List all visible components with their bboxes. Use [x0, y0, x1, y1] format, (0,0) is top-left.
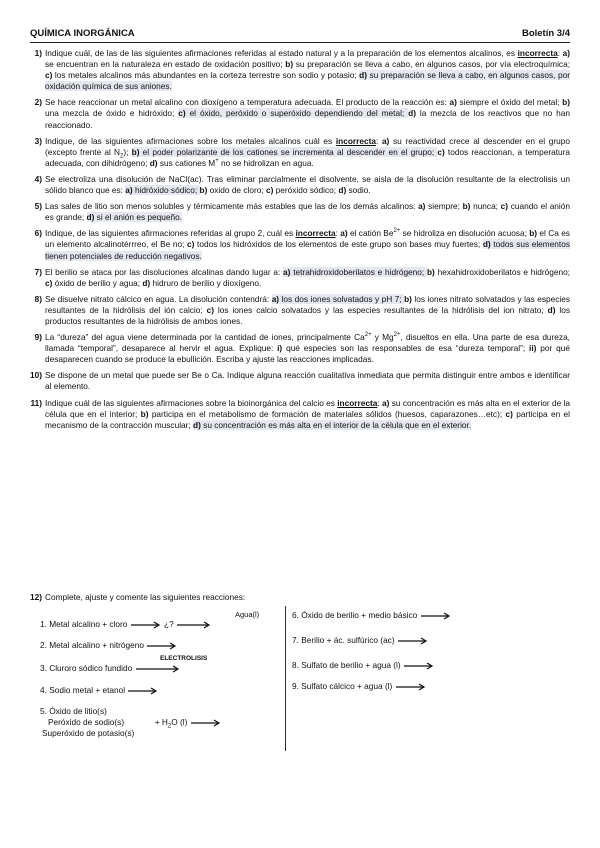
highlighted-answer — [132, 147, 438, 157]
question-text — [45, 267, 570, 289]
question-text — [45, 48, 570, 92]
question-number: 3) — [34, 135, 42, 146]
reactants: 6. Óxido de berilio + medio básico — [292, 610, 418, 620]
question-12-title-row — [30, 592, 570, 603]
reactants: 7. Berilio + ác. sulfúrico (ac) — [292, 635, 395, 645]
course-title: QUÍMICA INORGÁNICA — [30, 28, 135, 39]
reaction-arrow-icon — [395, 683, 427, 691]
question-number: 6) — [34, 228, 42, 239]
question-1 — [30, 48, 570, 92]
highlighted-answer — [178, 108, 408, 118]
option-text: participa en el metabolismo de formación de materiales sólidos (huesos, caparazones…etc); — [148, 408, 506, 419]
reaction-2 — [40, 640, 178, 651]
option-text: todos sus elementos tienen potenciales de reducción negativos. — [45, 239, 570, 261]
option-text: su concentración es más alta en el exterior de la célula que en el interior; — [45, 397, 570, 419]
text: Indique cuál de las siguientes afirmaciones sobre la bioinorgánica del calcio es — [45, 397, 338, 408]
option-text: tetrahidroxidoberilatos e hidrógeno; — [290, 266, 427, 277]
text: Las sales de litio son menos solubles y térmicamente más estables que las de los demás alcalinos: — [45, 201, 419, 212]
question-text — [45, 136, 570, 169]
question-number: 8) — [34, 293, 42, 304]
option-text: su preparación se lleva a cabo, en algunos casos, por oxidación química de sus aniones. — [45, 70, 570, 92]
superscript: 2+ — [393, 228, 401, 235]
option-text: sus cationes M — [157, 157, 216, 168]
question-text: Complete, ajuste y comente las siguientes reacciones: — [45, 592, 246, 602]
condition-label: Agua(l) — [235, 610, 260, 619]
reaction-9 — [292, 681, 427, 692]
question-number: 2) — [34, 97, 42, 108]
reactants: 4. Sodio metal + etanol — [40, 685, 126, 695]
reaction-5 — [40, 706, 222, 739]
page-header — [30, 28, 570, 43]
option-text: su preparación se lleva a cabo, en algunos casos, por vía electroquímica; — [293, 59, 571, 70]
superscript: + — [215, 158, 219, 165]
option-letter: d) — [193, 419, 201, 430]
text: : — [335, 228, 341, 239]
text: y Mg — [371, 332, 394, 343]
highlighted-answer — [125, 185, 199, 195]
reaction-arrow-icon — [403, 662, 435, 670]
reagent: + H — [154, 717, 168, 727]
question-text — [45, 201, 570, 223]
reaction-3 — [40, 663, 181, 674]
option-text: los productos resultantes de la hidrólisis de ambos iones. — [45, 304, 570, 326]
highlighted-answer — [283, 267, 427, 277]
option-letter: d) — [408, 108, 416, 119]
question-text — [45, 174, 570, 196]
option-letter: b) — [562, 97, 570, 108]
option-text: oxido de cloro; — [207, 185, 266, 196]
superscript: 2+ — [364, 332, 372, 339]
option-text: siempre el óxido del metal; — [456, 97, 563, 108]
question-10 — [30, 370, 570, 392]
option-letter: a) — [125, 185, 133, 196]
superscript: 2+ — [393, 332, 401, 339]
emphasis: incorrecta — [335, 135, 376, 146]
question-number: 5) — [34, 201, 42, 212]
option-text: todos los hidróxidos de los elementos de este grupo son bases muy fuertes; — [194, 239, 483, 250]
option-text: el Ca es un elemento alcalinotérrreo, el Be no; — [45, 228, 570, 250]
item-letter: ii) — [529, 343, 537, 354]
option-letter: b) — [529, 228, 538, 239]
option-text: la mezcla de los reactivos que no han reaccionado. — [45, 108, 570, 130]
option-text: si el anión es pequeño. — [94, 212, 183, 223]
option-letter: c) — [178, 108, 186, 119]
reaction-8 — [292, 660, 435, 671]
option-text: se encuentran en la naturaleza en estado de oxidación positivo; — [45, 59, 286, 70]
question-6 — [30, 228, 570, 261]
item-text: qué especies son las responsables de esa “dureza temporal”; — [282, 343, 530, 354]
subscript: 2 — [120, 153, 124, 160]
option-letter: c) — [187, 239, 195, 250]
option-text: óxido de berilio y agua; — [52, 277, 143, 288]
reactants: 8. Sulfato de berilio + agua (l) — [292, 660, 401, 670]
option-text: no se hidrolizan en agua. — [218, 157, 314, 168]
reagent: O (l) — [171, 717, 188, 727]
question-8 — [30, 294, 570, 327]
option-letter: b) — [199, 185, 208, 196]
option-letter: a) — [283, 266, 291, 277]
option-text: participa en el mecanismo de la contracción muscular; — [45, 408, 570, 430]
option-text: se hidroliza en disolución acuosa; — [400, 228, 530, 239]
option-letter: a) — [340, 228, 348, 239]
option-text: su concentración es más alta en el interior de la célula que en el exterior. — [200, 419, 472, 430]
option-letter: d) — [338, 185, 347, 196]
option-letter: c) — [265, 185, 274, 196]
bulletin-number: Boletín 3/4 — [521, 28, 570, 39]
text: Se hace reaccionar un metal alcalino con dioxígeno a temperatura adecuada. El producto de la reacción es: — [45, 97, 450, 108]
option-letter: d) — [149, 157, 158, 168]
option-text: una mezcla de óxido e hidróxido; — [45, 108, 179, 119]
option-letter: c) — [500, 201, 509, 212]
text: Se disuelve nitrato cálcico en agua. La disolución contendrá: — [45, 293, 272, 304]
reactant-row — [40, 717, 222, 728]
reaction-arrow-icon — [176, 621, 212, 629]
option-letter: a) — [271, 293, 280, 304]
condition-label: ELECTROLISIS — [160, 655, 208, 662]
question-number: 4) — [34, 173, 42, 184]
question-11 — [30, 398, 570, 431]
option-text: el óxido, peróxido o superóxido dependiendo del metal; — [185, 108, 409, 119]
question-5 — [30, 201, 570, 223]
question-number: 7) — [34, 266, 42, 277]
question-number: 12) — [30, 592, 42, 602]
reactant: 5. Óxido de litio(s) — [40, 706, 107, 716]
option-text: los metales alcalinos más abundantes en la corteza terrestre son sodio y potasio; — [52, 70, 360, 81]
question-text — [45, 228, 570, 261]
text: El berilio se ataca por las disoluciones alcalinas dando lugar a: — [45, 266, 284, 277]
reactant: Superóxido de potasio(s) — [42, 728, 135, 738]
reaction-arrow-icon — [135, 665, 181, 673]
option-text: hidróxido sódico; — [132, 185, 200, 196]
question-number: 9) — [34, 332, 42, 343]
option-letter: b) — [426, 266, 435, 277]
question-number: 11) — [30, 397, 42, 408]
option-text: su reactividad crece al descender en el grupo (excepto frente al N — [45, 135, 570, 157]
option-text: nunca; — [470, 201, 501, 212]
option-text: el catión Be — [347, 228, 394, 239]
option-text: cuando el anión es grande; — [45, 201, 570, 223]
option-letter: b) — [462, 201, 471, 212]
question-text: Se dispone de un metal que puede ser Be o Ca. Indique alguna reacción cualitativa inmediata que permita distinguir entre ambos e identificar al elemento. — [45, 370, 570, 392]
reactants: 2. Metal alcalino + nitrógeno — [40, 640, 145, 650]
emphasis: incorrecta — [295, 228, 336, 239]
option-text: hexahidroxidoberilatos e hidrógeno; — [434, 266, 570, 277]
option-letter: b) — [131, 146, 140, 157]
reactants: 3. Cluroro sódico fundido — [40, 663, 133, 673]
text: : — [377, 397, 383, 408]
text: : — [557, 48, 563, 58]
option-letter: b) — [404, 293, 412, 304]
option-letter: d) — [547, 304, 556, 315]
option-text: los dos iones solvatados y pH 7; — [279, 293, 405, 304]
question-12 — [30, 592, 570, 738]
question-text — [45, 332, 570, 365]
option-letter: a) — [381, 135, 390, 146]
text: Indique, de las siguientes afirmaciones referidas al grupo 2, cuál es — [45, 228, 296, 239]
option-text: ); — [123, 146, 132, 157]
question-text — [45, 398, 570, 431]
highlighted-answer — [272, 294, 404, 304]
item-letter: i) — [277, 343, 283, 354]
option-text: sodio. — [346, 185, 371, 196]
option-letter: b) — [140, 408, 149, 419]
question-7 — [30, 267, 570, 289]
option-letter: a) — [418, 201, 426, 212]
option-text: peróxido sódico; — [273, 185, 339, 196]
emphasis: incorrecta — [517, 48, 558, 58]
reactants: 9. Sulfato cálcico + agua (l) — [292, 681, 393, 691]
highlighted-answer — [193, 420, 471, 430]
reaction-6 — [292, 610, 452, 621]
question-list — [30, 48, 570, 436]
option-letter: c) — [437, 146, 445, 157]
question-3 — [30, 136, 570, 169]
reaction-arrow-icon — [127, 687, 159, 695]
reaction-arrow-icon — [397, 637, 429, 645]
reaction-arrow-icon — [146, 642, 178, 650]
question-number: 1) — [34, 48, 42, 58]
emphasis: incorrecta — [337, 397, 378, 408]
question-4 — [30, 174, 570, 196]
option-text: hidruro de berilio y dioxígeno. — [150, 277, 262, 288]
question-2 — [30, 97, 570, 130]
option-letter: a) — [562, 48, 570, 58]
question-9 — [30, 332, 570, 365]
option-letter: d) — [142, 277, 151, 288]
reactant: Peróxido de sodio(s) — [48, 717, 125, 727]
reaction-7 — [292, 635, 429, 646]
option-letter: d) — [482, 239, 491, 250]
question-number: 10) — [30, 370, 42, 381]
text: Indique cuál, de las de las siguientes afirmaciones referidas al estado natural y a la preparación de los elementos alcalinos, es — [45, 48, 518, 58]
text: : — [375, 135, 382, 146]
subscript: 2 — [167, 723, 172, 730]
text: Se electroliza una disolución de NaCl(ac). Tras eliminar parcialmente el disolvente, se aisla de la disolución resultante de la electrolisis un sólido blanco que es: — [45, 173, 570, 196]
reaction-1 — [40, 619, 212, 630]
option-letter: c) — [505, 408, 513, 419]
option-text: todos reaccionan, a temperatura adecuada, con dihidrógeno; — [45, 146, 571, 168]
option-text: siempre; — [425, 201, 463, 212]
reactants: 1. Metal alcalino + cloro — [40, 619, 128, 629]
highlighted-answer — [87, 212, 183, 222]
option-letter: c) — [206, 304, 215, 315]
option-letter: b) — [285, 59, 294, 70]
question-text — [45, 97, 570, 130]
question-text — [45, 294, 570, 327]
text: La “dureza” del agua viene determinada por la cantidad de iones, principalmente Ca — [45, 332, 365, 343]
item-text: por qué desaparecen cuando se produce la ebullición. Escriba y ajuste las reacciones implicadas. — [45, 343, 570, 365]
option-letter: d) — [86, 212, 95, 223]
option-letter: c) — [45, 277, 53, 288]
option-letter: a) — [449, 97, 457, 108]
text: Indique, de las siguientes afirmaciones sobre los metales alcalinos cuál es — [45, 135, 336, 146]
product-unknown: ¿? — [164, 619, 174, 629]
option-text: los iones calcio solvatados y las especies resultantes de la hidrólisis del ion nitrato; — [214, 304, 548, 315]
option-letter: c) — [45, 70, 53, 81]
reaction-arrow-icon — [420, 612, 452, 620]
reaction-arrow-icon — [190, 719, 222, 727]
reaction-4 — [40, 685, 159, 696]
text: , disueltos en ella. Una parte de esa dureza, llamada “temporal”, desaparece al hervir el agua. Explique: — [45, 332, 570, 354]
reaction-arrow-icon — [130, 621, 162, 629]
option-letter: d) — [359, 70, 367, 81]
option-text: el poder polarizante de los cationes se incrementa al descender en el grupo; — [139, 146, 438, 157]
option-text: los iones nitrato solvatados y las especies resultantes de la hidrólisis del ión calcio; — [45, 293, 570, 315]
column-divider — [285, 606, 286, 751]
option-letter: a) — [382, 397, 390, 408]
